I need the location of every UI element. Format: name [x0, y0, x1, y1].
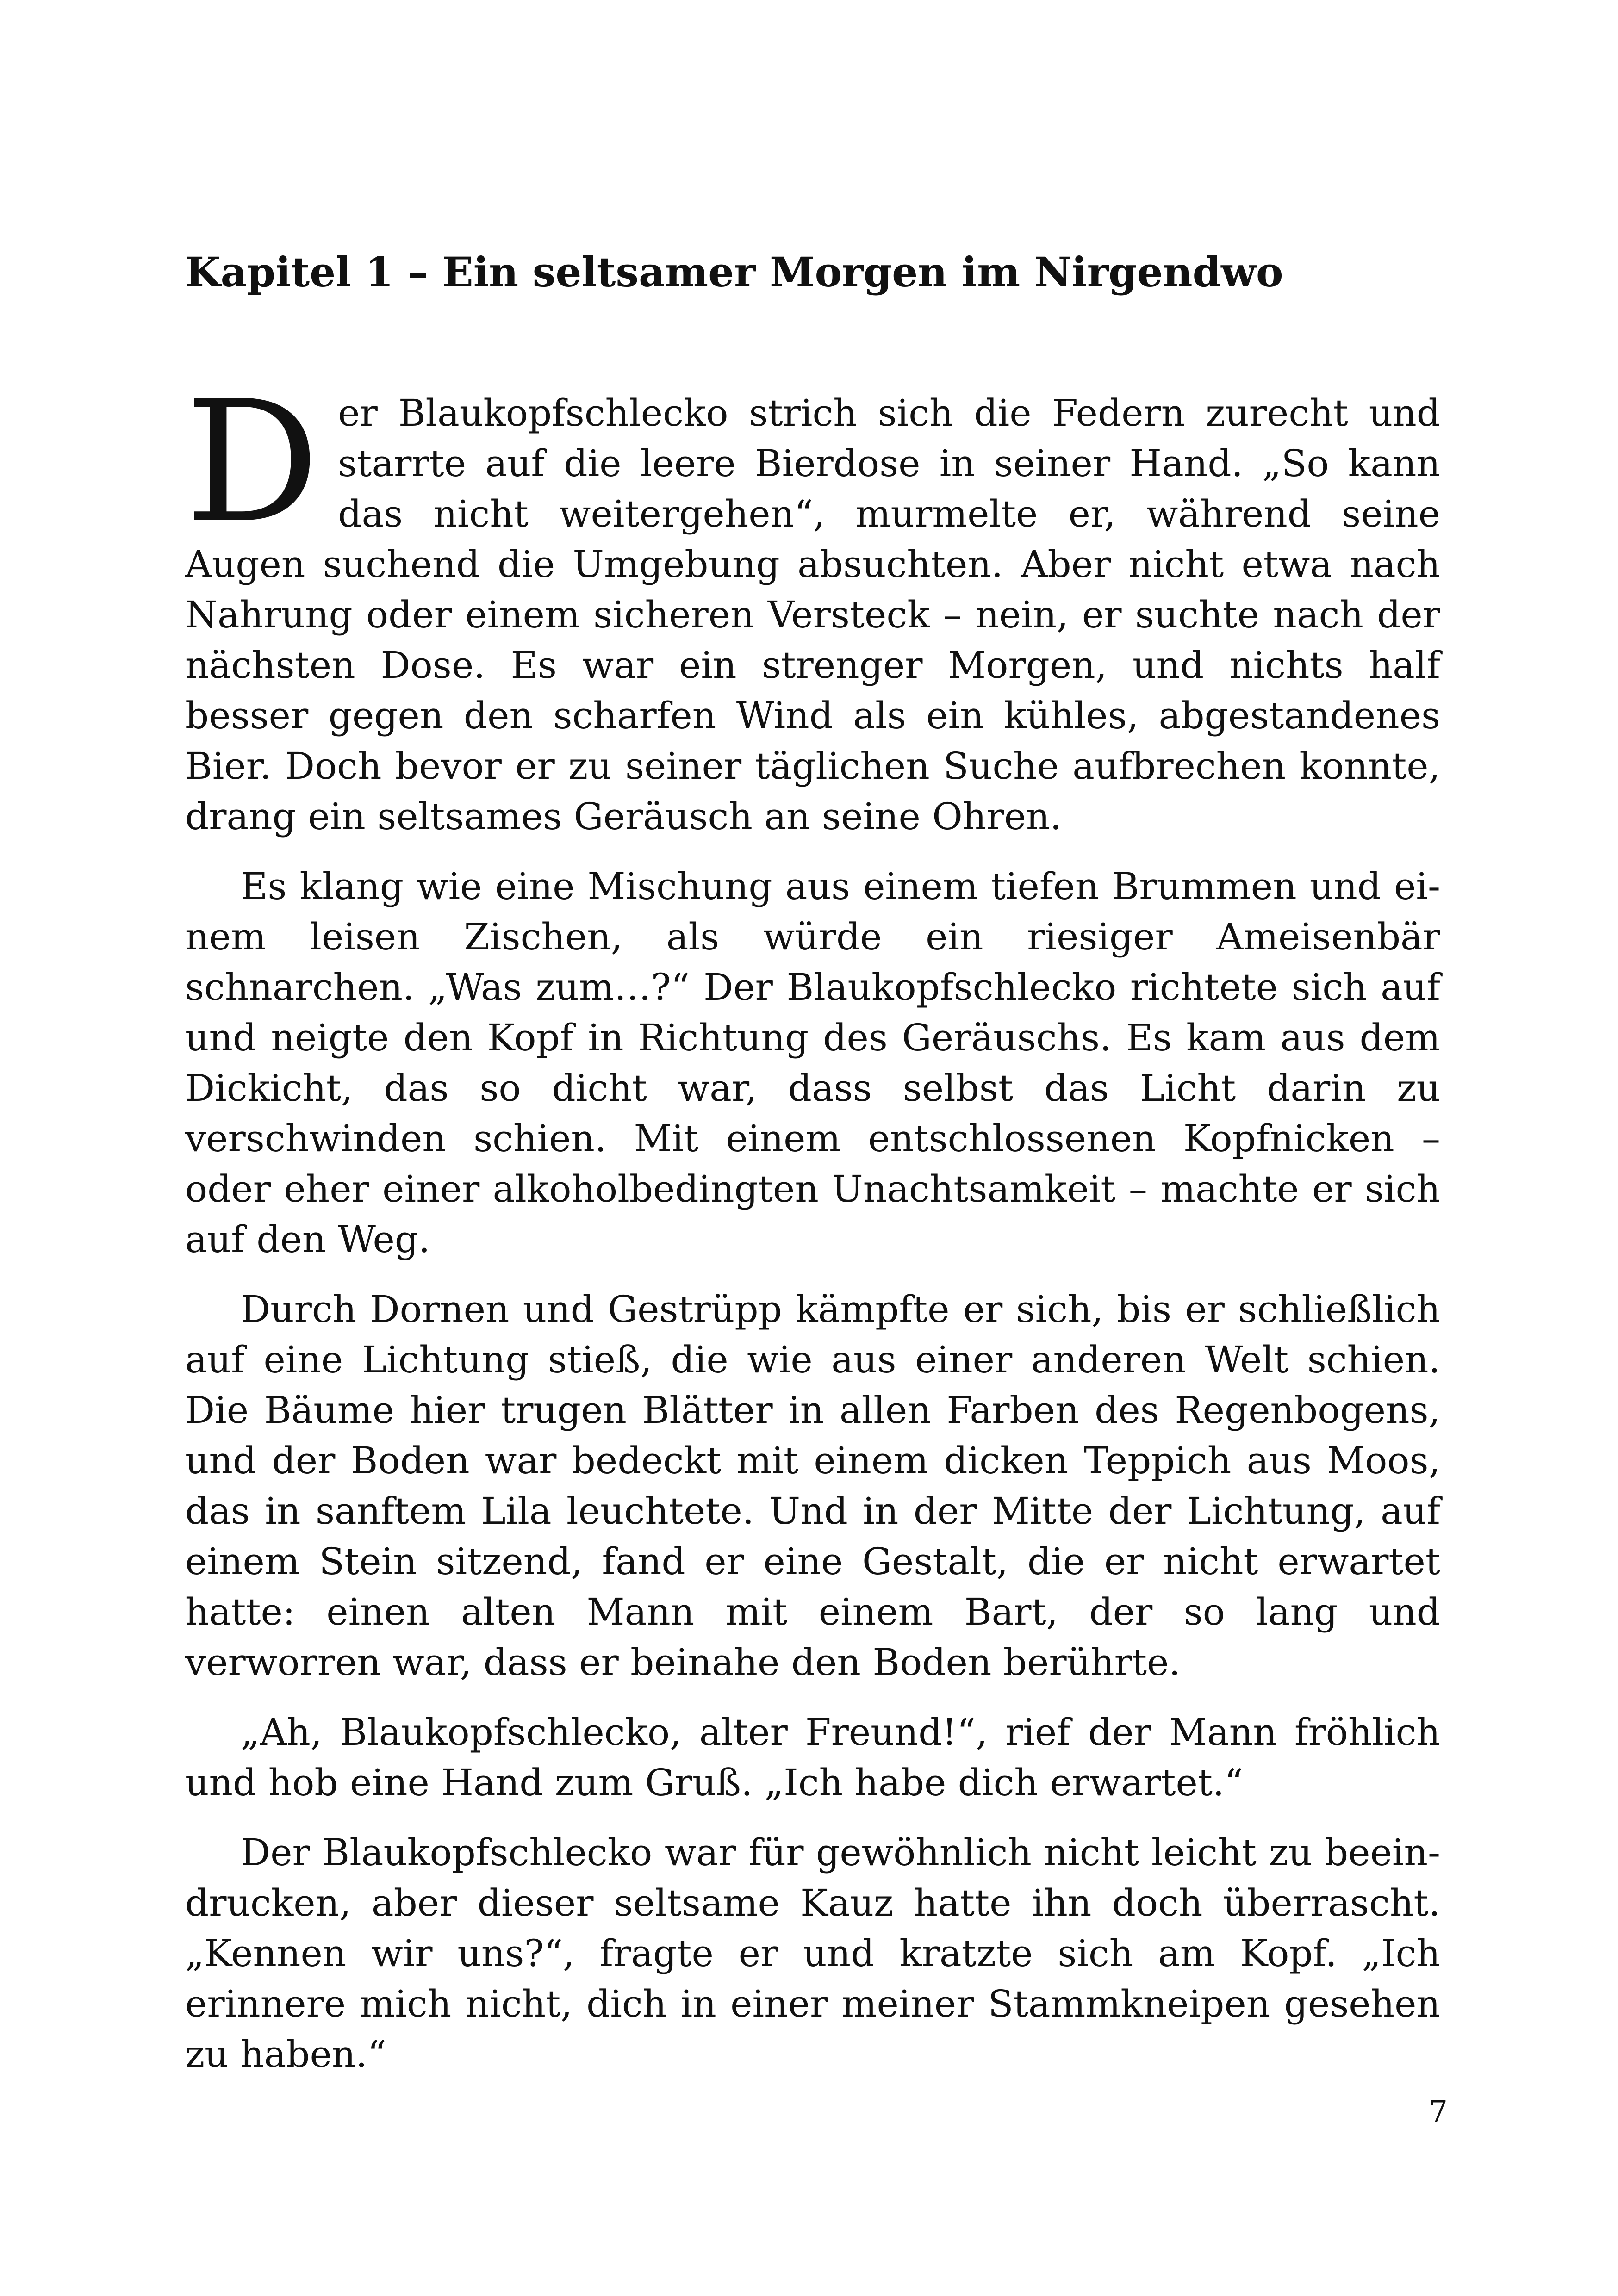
drop-cap: D [185, 365, 320, 560]
paragraph-surprise: Der Blaukopfschlecko war für gewöhnlich nicht leicht zu beeindrucken, aber dieser seltsame Kauz hatte ihn doch überrascht. „Kennen wir uns?“, fragte er und kratzte sich am Kopf. „Ich erinnere mich nicht, dich in einer meiner Stammkneipen gesehen zu haben.“ [185, 1831, 1440, 2076]
chapter-title: Kapitel 1 – Ein seltsamer Morgen im Nirgendwo [185, 248, 1283, 296]
chapter-body [185, 365, 1440, 2099]
paragraph-humming-sound: Es klang wie eine Mischung aus einem tiefen Brummen und einem leisen Zischen, als würde ein riesiger Ameisenbär schnarchen. „Was zum…?“ Der Blaukopfschlecko richtete sich auf und neigte den Kopf in Richtung des Geräuschs. Es kam aus dem Dickicht, das so dicht war, dass selbst das Licht darin zu verschwinden schien. Mit einem entschlossenen Kopfnicken – oder eher einer alkoholbedingten Unachtsamkeit – machte er sich auf den Weg. [185, 865, 1440, 1261]
page-number: 7 [1429, 2095, 1448, 2129]
opening-paragraph-text: er Blaukopfschlecko strich sich die Federn zurecht und starrte auf die leere Bierdose in seiner Hand. „So kann das nicht weitergehen“, murmelte er, während seine Augen suchend die Umgebung absuchten. Aber nicht etwa nach Nahrung oder einem sicheren Versteck – nein, er suchte nach der nächsten Dose. Es war ein strenger Morgen, und nichts half besser gegen den scharfen Wind als ein kühles, abgestandenes Bier. Doch bevor er zu seiner täglichen Suche aufbrechen konnte, drang ein seltsames Geräusch an seine Ohren. [185, 391, 1440, 838]
paragraph-greeting: „Ah, Blaukopfschlecko, alter Freund!“, rief der Mann fröhlich und hob eine Hand zum Gruß. „Ich habe dich erwartet.“ [185, 1711, 1440, 1804]
paragraph-clearing: Durch Dornen und Gestrüpp kämpfte er sich, bis er schließlich auf eine Lichtung stieß, die wie aus einer anderen Welt schien. Die Bäume hier trugen Blätter in allen Farben des Regenbogens, und der Boden war bedeckt mit einem dicken Teppich aus Moos, das in sanftem Lila leuchtete. Und in der Mitte der Lichtung, auf einem Stein sitzend, fand er eine Gestalt, die er nicht erwartet hatte: einen alten Mann mit einem Bart, der so lang und verworren war, dass er beinahe den Boden berührte. [185, 1288, 1440, 1684]
opening-paragraph [185, 365, 1440, 842]
